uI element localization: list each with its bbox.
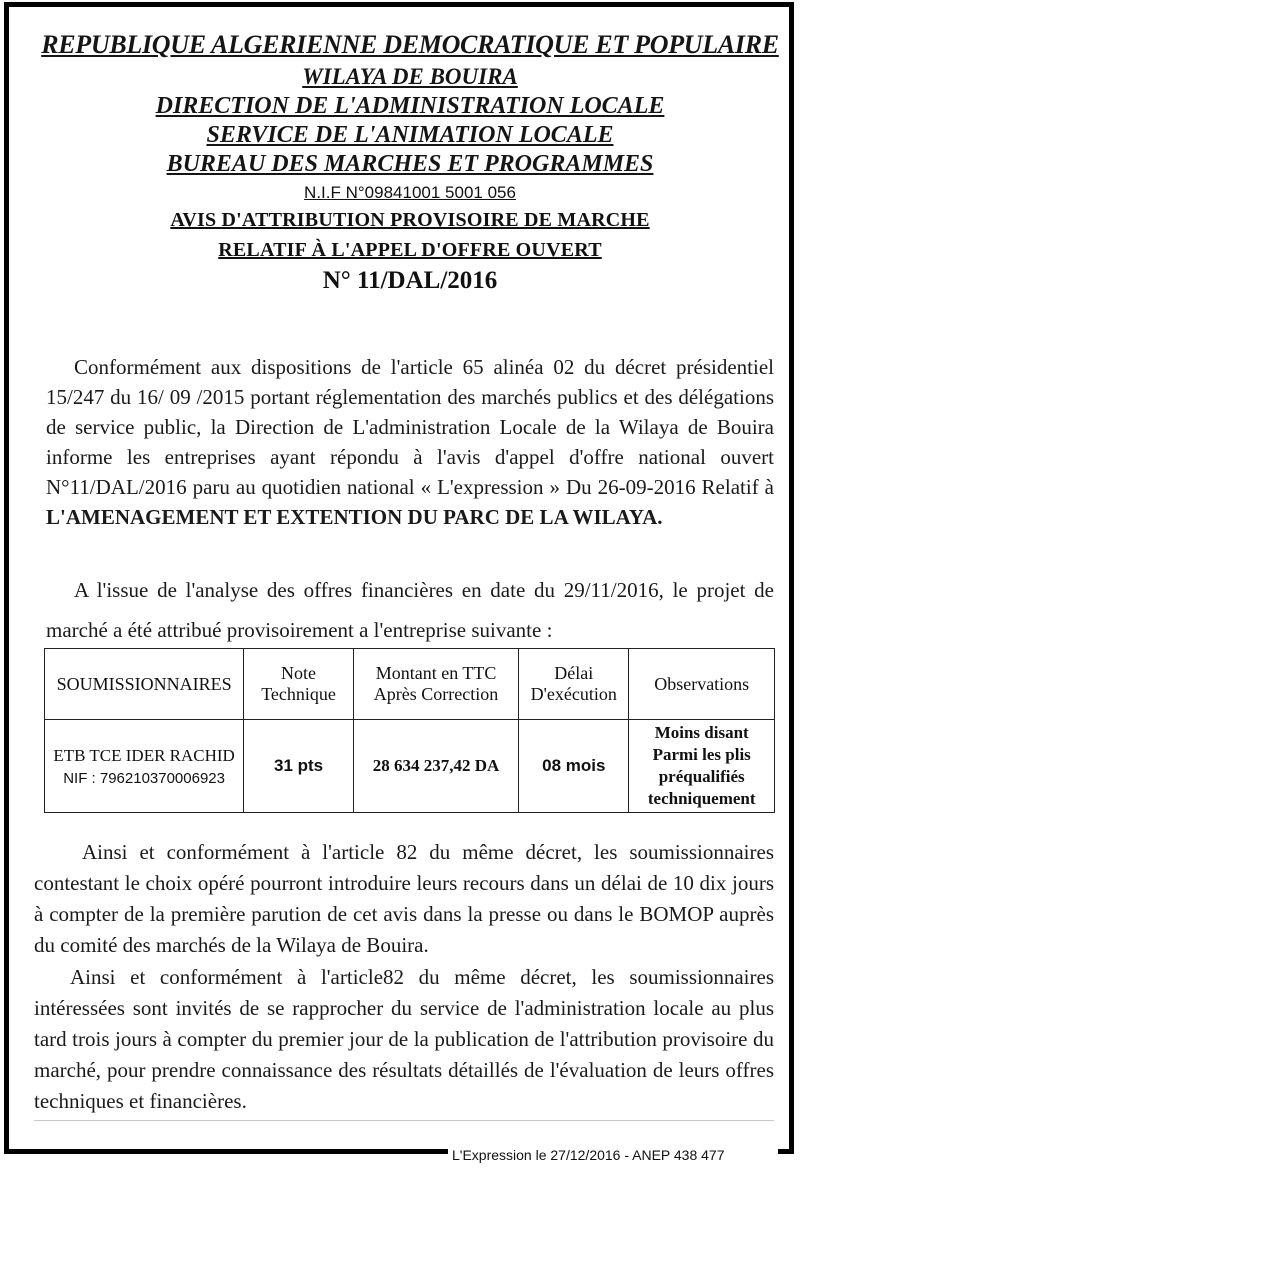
header-soumissionnaires: SOUMISSIONNAIRES xyxy=(45,649,244,720)
attribution-table xyxy=(44,648,775,813)
header-wilaya: WILAYA DE BOUIRA xyxy=(302,64,518,89)
header-bureau: BUREAU DES MARCHES ET PROGRAMMES xyxy=(166,151,654,177)
title-avis: AVIS D'ATTRIBUTION PROVISOIRE DE MARCHE xyxy=(170,209,650,231)
header-observations: Observations xyxy=(629,649,775,720)
divider xyxy=(34,1120,774,1121)
header-note: Note Technique xyxy=(244,649,354,720)
paragraph-analysis: A l'issue de l'analyse des offres financières en date du 29/11/2016, le projet de marché a été attribué provisoirement a l'entreprise suivante : xyxy=(46,578,774,642)
entreprise-nif: NIF : 796210370006923 xyxy=(63,769,225,787)
paragraph-intro-object: L'AMENAGEMENT ET EXTENTION DU PARC DE LA WILAYA. xyxy=(46,505,663,529)
header-delai: Délai D'exécution xyxy=(519,649,629,720)
table-header-row xyxy=(45,649,775,720)
paragraph-convocation: Ainsi et conformément à l'article82 du même décret, les soumissionnaires intéressées sont invités de se rapprocher du service de l'administration locale au plus tard trois jours à compter du premier jour de la publication de l'attribution provisoire du marché, pour prendre connaissance des résultats détaillés de l'évaluation de leurs offres techniques et financières. xyxy=(34,965,774,1113)
header-direction: DIRECTION DE L'ADMINISTRATION LOCALE xyxy=(155,93,665,119)
title-relatif: RELATIF À L'APPEL D'OFFRE OUVERT xyxy=(218,239,602,261)
paragraph-intro-text: Conformément aux dispositions de l'article 65 alinéa 02 du décret présidentiel 15/247 du 16/ 09 /2015 portant réglementation des marchés publics et des délégations de service public, la Direction de L'administration Locale de la Wilaya de Bouira informe les entreprises ayant répondu à l'avis d'appel d'offre national ouvert N°11/DAL/2016 paru au quotidien national « L'expression » Du 26-09-2016 Relatif à xyxy=(46,355,774,499)
header-montant: Montant en TTC Après Correction xyxy=(353,649,518,720)
header-service: SERVICE DE L'ANIMATION LOCALE xyxy=(206,122,614,148)
header-nif: N.I.F N°09841001 5001 056 xyxy=(304,183,516,202)
cell-note: 31 pts xyxy=(244,720,354,813)
footer-source: L'Expression le 27/12/2016 - ANEP 438 477 xyxy=(452,1147,725,1163)
title-number: N° 11/DAL/2016 xyxy=(322,267,498,294)
entreprise-name: ETB TCE IDER RACHID xyxy=(53,745,235,765)
cell-montant: 28 634 237,42 DA xyxy=(353,720,518,813)
cell-observations: Moins disant Parmi les plis préqualifiés techniquement xyxy=(629,720,775,813)
header-republic: REPUBLIQUE ALGERIENNE DEMOCRATIQUE ET POPULAIRE xyxy=(41,30,779,59)
cell-delai: 08 mois xyxy=(519,720,629,813)
paragraph-recours: Ainsi et conformément à l'article 82 du même décret, les soumissionnaires contestant le choix opéré pourront introduire leurs recours dans un délai de 10 dix jours à compter de la première parution de cet avis dans la presse ou dans le BOMOP auprès du comité des marchés de la Wilaya de Bouira. xyxy=(34,840,774,957)
cell-entreprise xyxy=(45,720,244,813)
paragraph-intro xyxy=(46,352,774,532)
table-row xyxy=(45,720,775,813)
